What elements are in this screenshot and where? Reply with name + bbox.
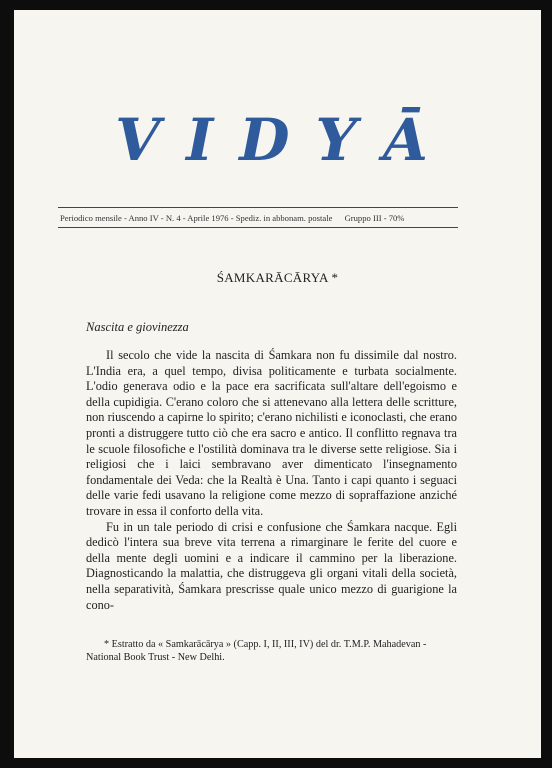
article-body	[86, 348, 457, 613]
header-rule-bottom	[58, 227, 458, 228]
footnote: * Estratto da « Samkarācārya » (Capp. I, II, III, IV) del dr. T.M.P. Mahadevan - National Book Trust - New Delhi.	[86, 639, 427, 663]
postal-group: Gruppo III - 70%	[344, 213, 405, 223]
paragraph-2: Fu in un tale periodo di crisi e confusione che Śamkara nacque. Egli dedicò l'intera sua breve vita terrena a rimarginare le ferite del cuore e della mente degli uomini e a indicare il cammino per la liberazione. Diagnosticando la malattia, che distruggeva gli organi vitali della società, nella separatività, Śamkara prescrisse quale unico mezzo di guarigione la cono-	[86, 519, 457, 612]
header-rule-top	[58, 207, 458, 208]
article-title: ŚAMKARĀCĀRYA *	[216, 270, 339, 285]
paragraph-1: Il secolo che vide la nascita di Śamkara non fu dissimile dal nostro. L'India era, a quel tempo, divisa politicamente e turbata socialmente. L'odio generava odio e la pace era sacrificata sull'altare dell'egoismo e della cupidigia. C'erano coloro che si attenevano alla lettera delle scritture, non riuscendo a capirne lo spirito; c'erano nichilisti e iconoclasti, che erano pronti a distruggere tutto ciò che era sacro e antico. Il conflitto regnava tra le scuole filosofiche e l'ostilità dominava tra le diverse sette religiose. Sia i religiosi che i laici sembravano aver dimenticato l'insegnamento fondamentale dei Veda: che la Realtà è Una. Tanto i capi quanto i seguaci delle varie fedi usavano la religione come mezzo di sopraffazione anziché trovare in essa il conforto della vita.	[86, 348, 457, 518]
masthead-title: VIDYĀ	[115, 106, 454, 174]
section-heading: Nascita e giovinezza	[86, 320, 189, 334]
magazine-page	[14, 10, 541, 758]
issue-info	[60, 213, 460, 223]
issue-info-line: Periodico mensile - Anno IV - N. 4 - Aprile 1976 - Spediz. in abbonam. postale	[60, 213, 333, 223]
